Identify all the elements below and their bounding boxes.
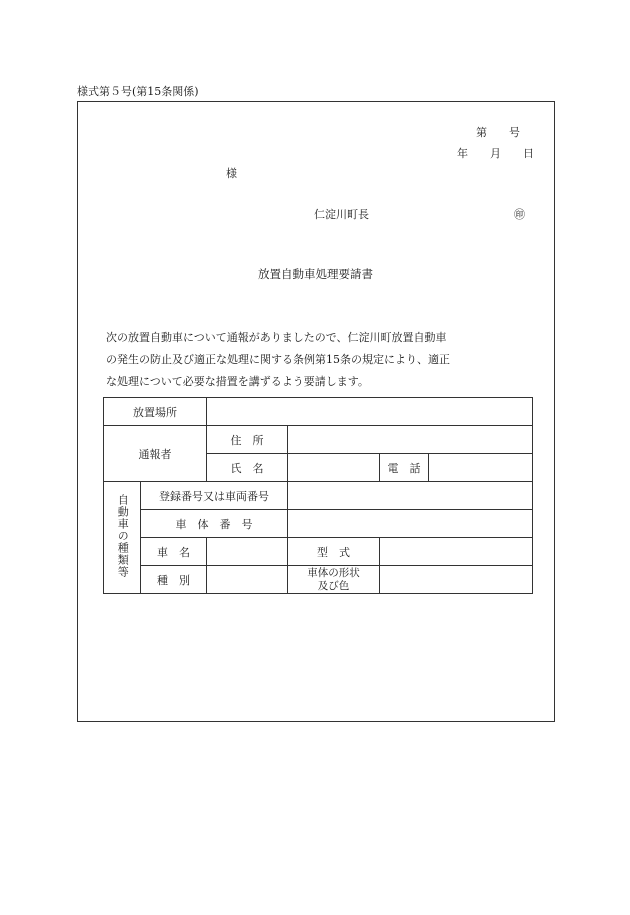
body-shape-label-line: 及び色 xyxy=(317,579,350,592)
car-name-value-cell[interactable] xyxy=(207,538,288,566)
table-row xyxy=(104,426,533,454)
type-value-cell[interactable] xyxy=(207,566,288,594)
body-shape-value-cell[interactable] xyxy=(380,566,533,594)
body-shape-label-line: 車体の形状 xyxy=(307,566,360,579)
form-label: 様式第５号(第15条関係) xyxy=(77,85,199,98)
address-label: 住 所 xyxy=(207,426,288,454)
body-text xyxy=(106,327,526,393)
document-date: 年 月 日 xyxy=(457,147,534,160)
table-row xyxy=(104,510,533,538)
table-row xyxy=(104,398,533,426)
name-value-cell[interactable] xyxy=(288,454,380,482)
address-value-cell[interactable] xyxy=(288,426,533,454)
table-row xyxy=(104,566,533,594)
body-line: な処理について必要な措置を講ずるよう要請します。 xyxy=(106,375,369,388)
table-row xyxy=(104,538,533,566)
phone-label: 電 話 xyxy=(380,454,429,482)
location-label: 放置場所 xyxy=(104,398,207,426)
reporter-label: 通報者 xyxy=(104,426,207,482)
addressee-suffix: 様 xyxy=(226,167,237,180)
model-value-cell[interactable] xyxy=(380,538,533,566)
body-line: 次の放置自動車について通報がありましたので、仁淀川町放置自動車 xyxy=(106,331,447,344)
vehicle-group-text: 自動車の種類等 xyxy=(116,494,130,578)
model-label: 型 式 xyxy=(288,538,380,566)
document-number: 第 号 xyxy=(476,126,520,139)
registration-value-cell[interactable] xyxy=(288,482,533,510)
chassis-label: 車 体 番 号 xyxy=(141,510,288,538)
body-line: の発生の防止及び適正な処理に関する条例第15条の規定により、適正 xyxy=(106,353,450,366)
chassis-value-cell[interactable] xyxy=(288,510,533,538)
type-label: 種 別 xyxy=(141,566,207,594)
name-label: 氏 名 xyxy=(207,454,288,482)
request-table xyxy=(103,397,533,594)
seal-mark: ㊞ xyxy=(514,208,525,221)
document-title: 放置自動車処理要請書 xyxy=(258,267,373,281)
registration-label: 登録番号又は車両番号 xyxy=(141,482,288,510)
vehicle-group-label xyxy=(104,482,141,594)
issuer-name: 仁淀川町長 xyxy=(314,208,369,221)
location-value-cell[interactable] xyxy=(207,398,533,426)
phone-value-cell[interactable] xyxy=(429,454,533,482)
car-name-label: 車 名 xyxy=(141,538,207,566)
table-row xyxy=(104,482,533,510)
body-shape-label xyxy=(288,566,380,594)
